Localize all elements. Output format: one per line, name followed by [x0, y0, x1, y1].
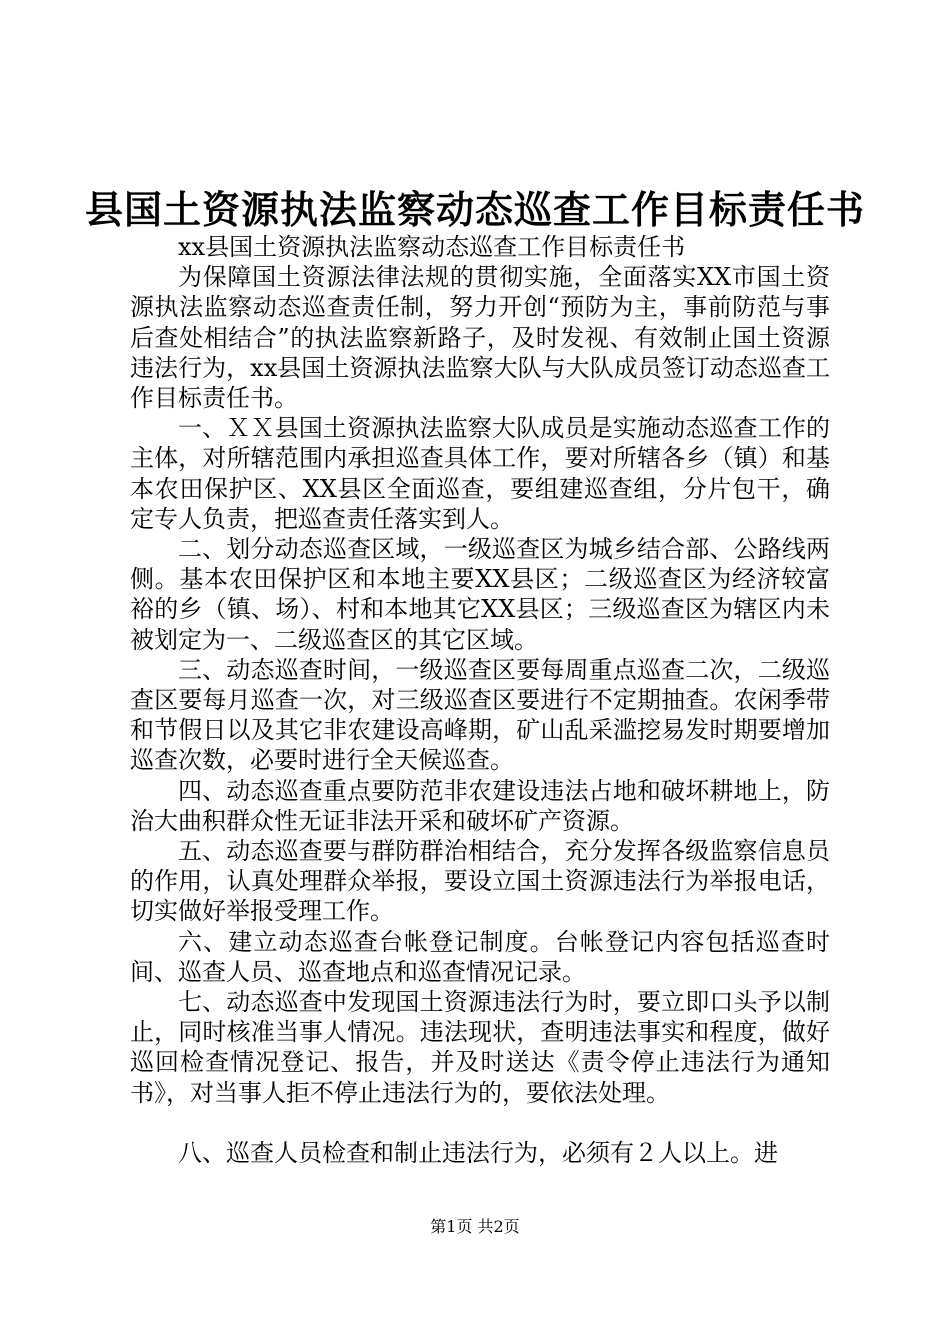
- paragraph-intro: 为保障国土资源法律法规的贯彻实施，全面落实XX市国土资源执法监察动态巡查责任制，努力开创“预防为主，事前防范与事后查处相结合”的执法监察新路子，及时发视、有效制止国土资源违法行为，xx县国土资源执法监察大队与大队成员签订动态巡查工作目标责任书。: [130, 263, 830, 413]
- paragraph-item-4: 四、动态巡查重点要防范非农建设违法占地和破坏耕地上，防治大曲积群众性无证非法开采和破坏矿产资源。: [130, 776, 830, 835]
- document-body: [130, 232, 830, 1168]
- paragraph-item-2: 二、划分动态巡查区域，一级巡查区为城乡结合部、公路线两侧。基本农田保护区和本地主要XX县区；二级巡查区为经济较富裕的乡（镇、场）、村和本地其它XX县区；三级巡查区为辖区内未被划定为一、二级巡查区的其它区域。: [130, 535, 830, 654]
- paragraph-item-7: 七、动态巡查中发现国土资源违法行为时，要立即口头予以制止，同时核准当事人情况。违法现状，查明违法事实和程度，做好巡回检查情况登记、报告，并及时送达《责令停止违法行为通知书》，对当事人拒不停止违法行为的，要依法处理。: [130, 988, 830, 1107]
- paragraph-item-8: 八、巡查人员检查和制止违法行为，必须有２人以上。进: [178, 1138, 778, 1167]
- paragraph-item-1: 一、ＸＸ县国土资源执法监察大队成员是实施动态巡查工作的主体，对所辖范围内承担巡查具体工作，要对所辖各乡（镇）和基本农田保护区、XX县区全面巡查，要组建巡查组，分片包干，确定专人负责，把巡查责任落实到人。: [130, 414, 830, 533]
- page-number-footer: 第1页 共2页: [430, 1217, 520, 1236]
- paragraph-item-6: 六、建立动态巡查台帐登记制度。台帐登记内容包括巡查时间、巡查人员、巡查地点和巡查情况记录。: [130, 927, 830, 986]
- document-title: 县国土资源执法监察动态巡查工作目标责任书: [84, 187, 865, 232]
- paragraph-item-3: 三、动态巡查时间，一级巡查区要每周重点巡查二次，二级巡查区要每月巡查一次，对三级巡查区要进行不定期抽查。农闲季带和节假日以及其它非农建设高峰期，矿山乱采滥挖易发时期要增加巡查次数，必要时进行全天候巡查。: [130, 655, 830, 775]
- paragraph-subtitle: xx县国土资源执法监察动态巡查工作目标责任书: [178, 233, 686, 261]
- paragraph-item-5: 五、动态巡查要与群防群治相结合，充分发挥各级监察信息员的作用，认真处理群众举报，要设立国土资源违法行为举报电话，切实做好举报受理工作。: [130, 837, 830, 926]
